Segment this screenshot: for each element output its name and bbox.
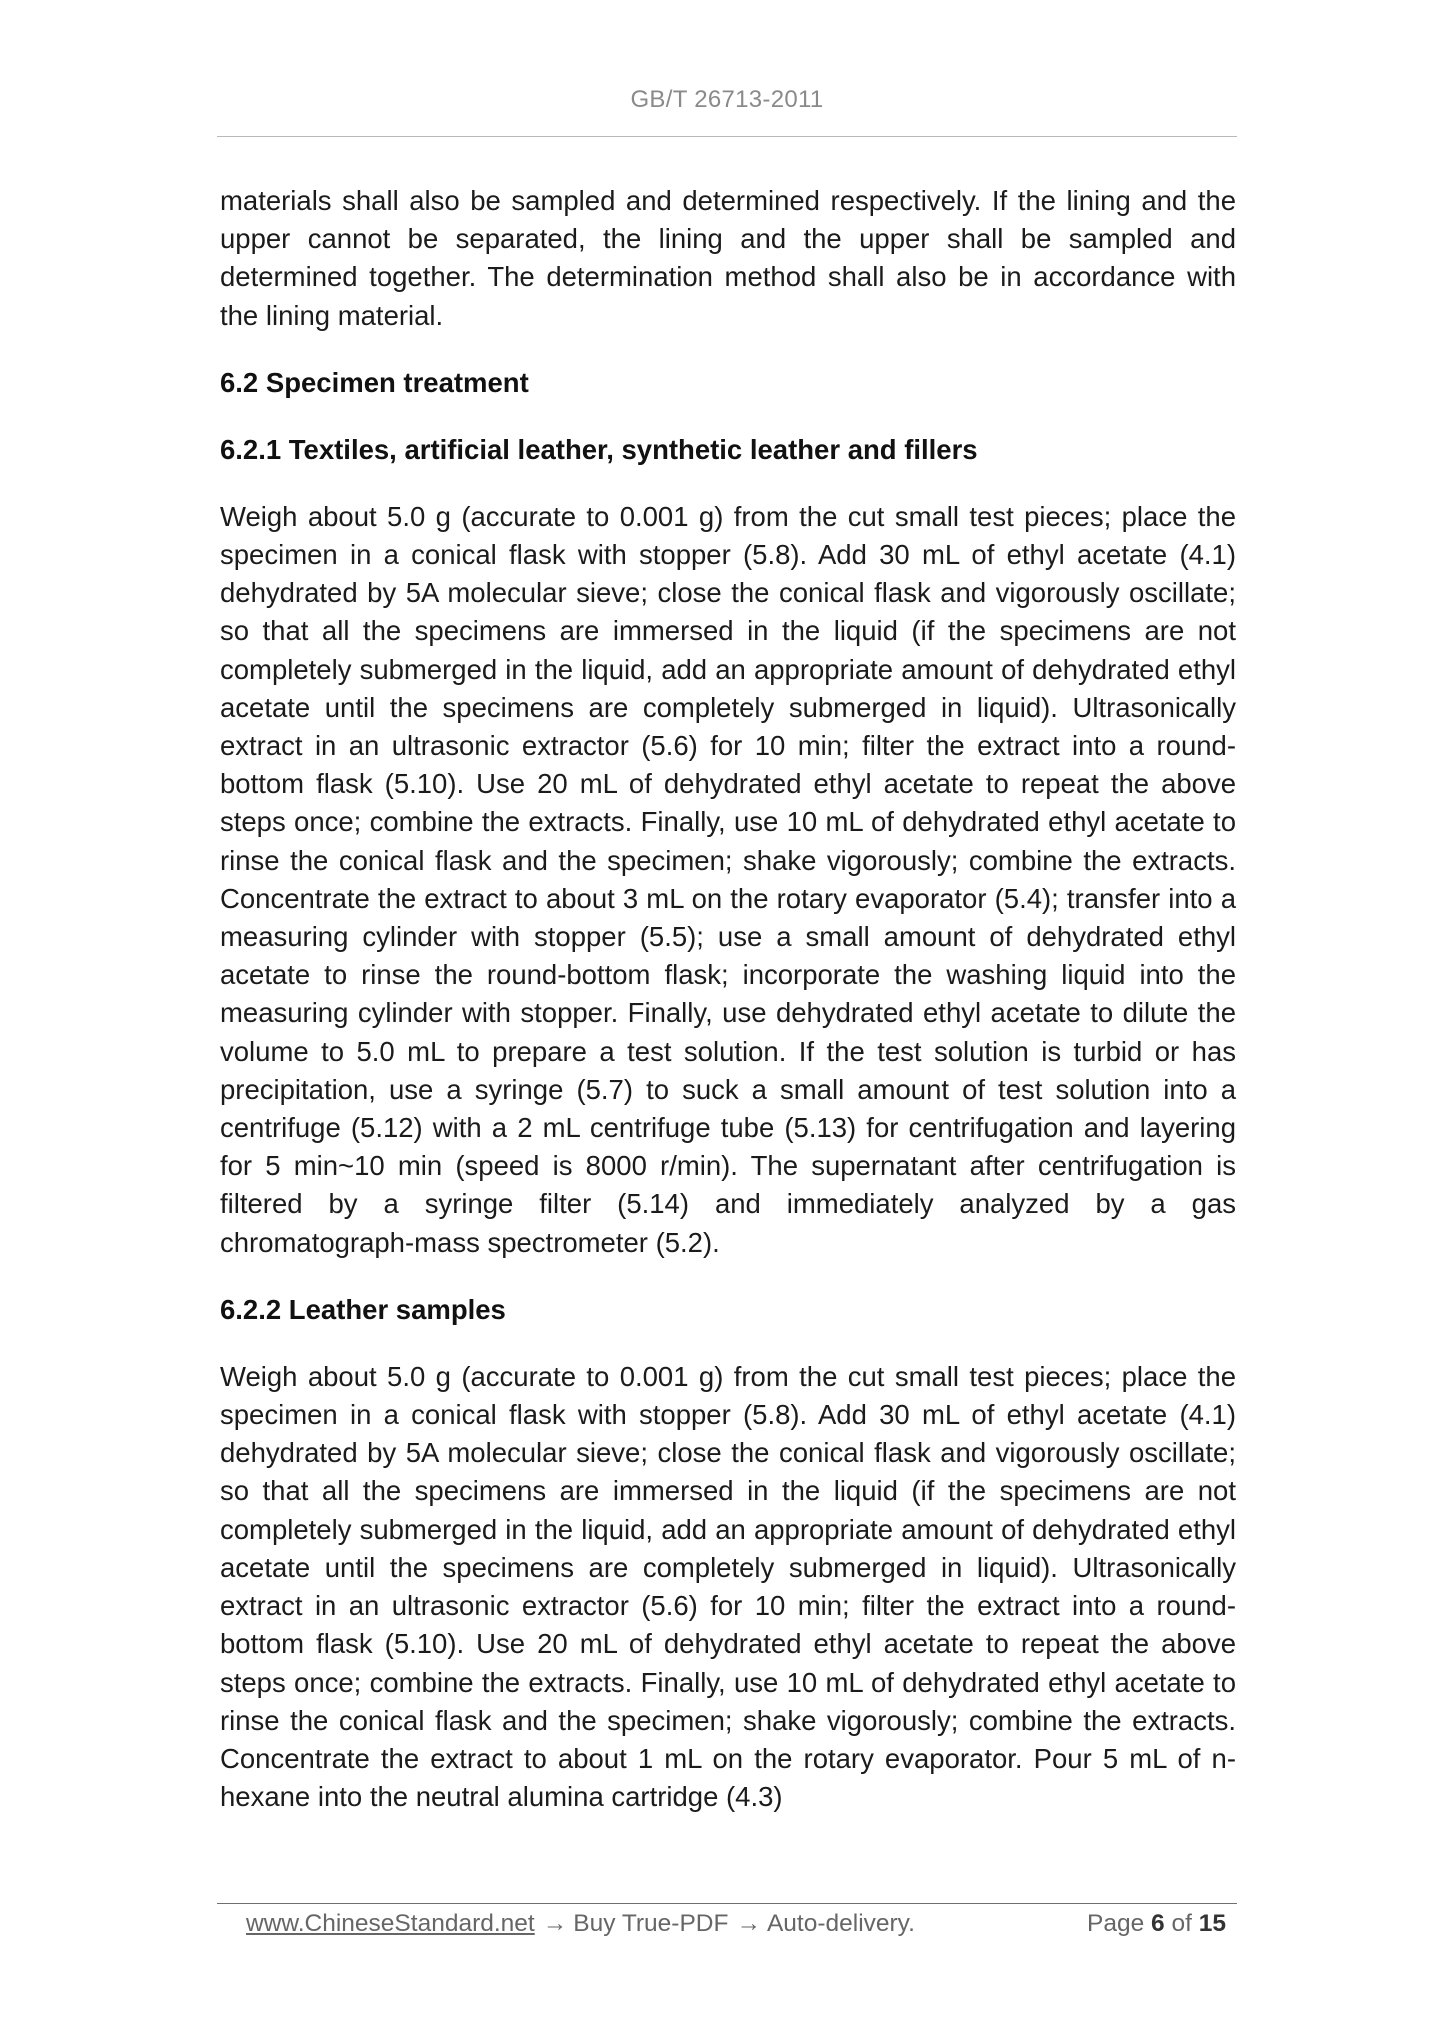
page-total: 15	[1198, 1910, 1226, 1937]
paragraph-6-2-1: Weigh about 5.0 g (accurate to 0.001 g) from the cut small test pieces; place the specimen in a conical flask with stopper (5.8). Add 30 mL of ethyl acetate (4.1) dehydrated by 5A molecular sieve; close the conical flask and vigorously oscillate; so that all the specimens are immersed in the liquid (if the specimens are not completely submerged in the liquid, add an appropriate amount of dehydrated ethyl acetate until the specimens are completely submerged in liquid). Ultrasonically extract in an ultrasonic extractor (5.6) for 10 min; filter the extract into a round-bottom flask (5.10). Use 20 mL of dehydrated ethyl acetate to repeat the above steps once; combine the extracts. Finally, use 10 mL of dehydrated ethyl acetate to rinse the conical flask and the specimen; shake vigorously; combine the extracts. Concentrate the extract to about 3 mL on the rotary evaporator (5.4); transfer into a measuring cylinder with stopper (5.5); use a small amount of dehydrated ethyl acetate to rinse the round-bottom flask; incorporate the washing liquid into the measuring cylinder with stopper. Finally, use dehydrated ethyl acetate to dilute the volume to 5.0 mL to prepare a test solution. If the test solution is turbid or has precipitation, use a syringe (5.7) to suck a small amount of test solution into a centrifuge (5.12) with a 2 mL centrifuge tube (5.13) for centrifugation and layering for 5 min~10 min (speed is 8000 r/min). The supernatant after centrifugation is filtered by a syringe filter (5.14) and immediately analyzed by a gas chromatograph-mass spectrometer (5.2).	[220, 500, 1236, 1258]
spacer	[220, 1329, 1236, 1358]
arrow-right-icon: →	[542, 1910, 568, 1937]
paragraph-6-2-2: Weigh about 5.0 g (accurate to 0.001 g) from the cut small test pieces; place the specimen in a conical flask with stopper (5.8). Add 30 mL of ethyl acetate (4.1) dehydrated by 5A molecular sieve; close the conical flask and vigorously oscillate; so that all the specimens are immersed in the liquid (if the specimens are not completely submerged in the liquid, add an appropriate amount of dehydrated ethyl acetate until the specimens are completely submerged in liquid). Ultrasonically extract in an ultrasonic extractor (5.6) for 10 min; filter the extract into a round-bottom flask (5.10). Use 20 mL of dehydrated ethyl acetate to repeat the above steps once; combine the extracts. Finally, use 10 mL of dehydrated ethyl acetate to rinse the conical flask and the specimen; shake vigorously; combine the extracts. Concentrate the extract to about 1 mL on the rotary evaporator. Pour 5 mL of n-hexane into the neutral alumina cartridge (4.3)	[220, 1360, 1236, 1813]
spacer	[220, 1262, 1236, 1291]
heading-6-2-2: 6.2.2 Leather samples	[220, 1293, 506, 1325]
page-content	[220, 182, 1236, 1816]
heading-6-2-1: 6.2.1 Textiles, artificial leather, synthetic leather and fillers	[220, 433, 978, 465]
heading-6-2: 6.2 Specimen treatment	[220, 366, 529, 398]
page-header: GB/T 26713-2011	[630, 86, 824, 113]
page-indicator	[1087, 1906, 1226, 1942]
website-link[interactable]: www.ChineseStandard.net	[246, 1910, 535, 1937]
header-rule	[217, 136, 1237, 137]
spacer	[220, 469, 1236, 498]
spacer	[220, 335, 1236, 364]
footer-rule	[217, 1903, 1237, 1904]
page-footer	[246, 1906, 1226, 1942]
page-label: Page	[1087, 1910, 1145, 1937]
page-number: 6	[1151, 1910, 1165, 1937]
auto-delivery-text: Auto-delivery.	[766, 1910, 915, 1937]
buy-pdf-text: Buy True-PDF	[573, 1910, 729, 1937]
spacer	[220, 402, 1236, 431]
arrow-right-icon: →	[736, 1910, 761, 1937]
paragraph-continuation: materials shall also be sampled and determined respectively. If the lining and the upper cannot be separated, the lining and the upper shall be sampled and determined together. The determination method shall also be in accordance with the lining material.	[220, 185, 1236, 331]
of-label: of	[1171, 1910, 1192, 1937]
